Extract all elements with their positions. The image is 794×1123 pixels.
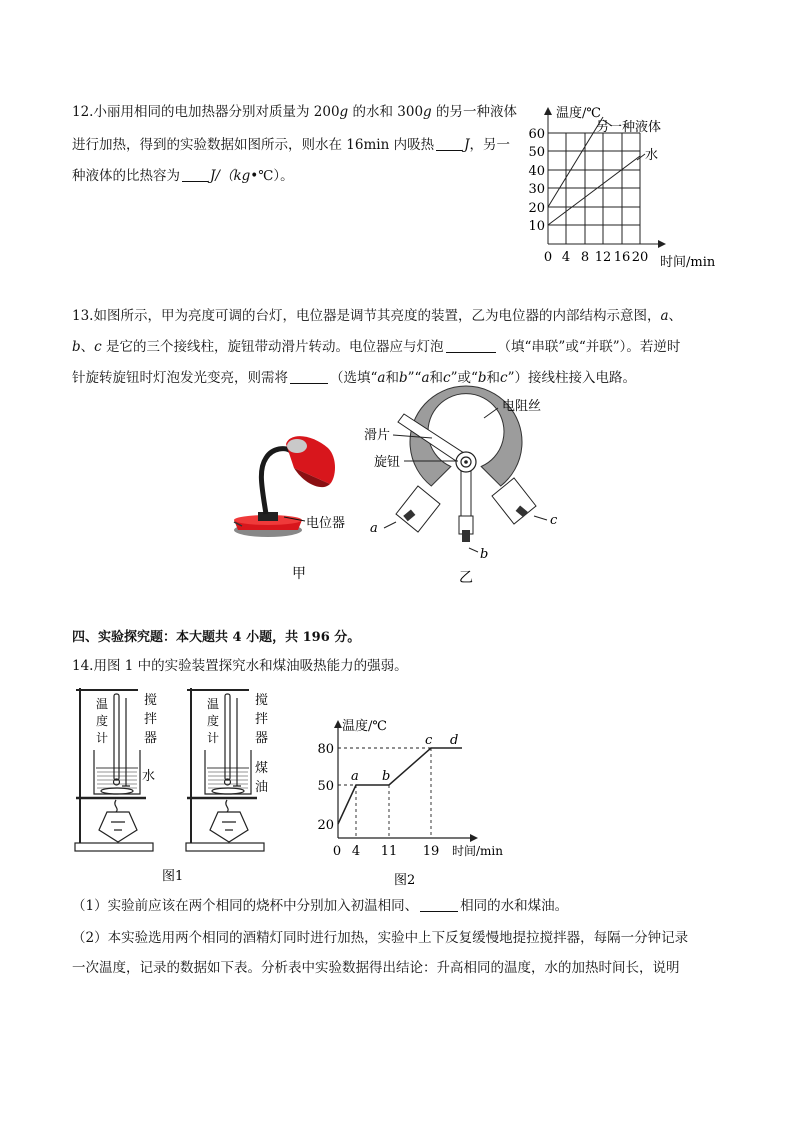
terminal-c: c: [94, 339, 102, 355]
q12-text: 12.小丽用相同的电加热器分别对质量为 200: [72, 104, 340, 120]
stirrer-char: 拌: [144, 712, 158, 727]
q13-text: 和: [385, 370, 399, 386]
stirrer-char: 拌: [255, 712, 269, 727]
unit-text: J/（: [210, 168, 234, 184]
stirrer-char: 搅: [255, 693, 269, 708]
thermometer-char: 度: [207, 714, 220, 728]
q13-text: （填“串联”或“并联”）。若逆时: [497, 339, 681, 355]
stirrer-char: 器: [255, 731, 269, 746]
option-letter: b: [477, 370, 487, 386]
option-letter: c: [443, 370, 451, 386]
option-letter: a: [377, 370, 386, 386]
point-label-d: d: [450, 733, 459, 748]
x-tick: 12: [594, 250, 612, 265]
unit-j: J: [464, 137, 470, 153]
option-letter: a: [421, 370, 430, 386]
terminal-b-label: b: [480, 547, 489, 562]
q13-text: ”）接线柱接入电路。: [507, 370, 636, 386]
terminal-c-label: c: [550, 513, 558, 528]
slider-label: 滑片: [364, 428, 391, 443]
figure-caption-1: 图1: [162, 869, 184, 884]
series-label-other-liquid: 另一种液体: [596, 120, 662, 135]
q13-text: ”“: [407, 370, 422, 386]
stirrer-char: 搅: [144, 693, 158, 708]
q12-text: 的水和 300: [348, 104, 424, 120]
water-label: 水: [142, 769, 156, 784]
figure-caption-yi: 乙: [459, 570, 473, 586]
series-label-water: 水: [645, 148, 659, 163]
q13-text: 针旋转旋钮时灯泡发光变亮，则需将: [72, 370, 288, 386]
y-axis-label: 温度/℃: [556, 106, 601, 121]
x-tick: 0: [543, 250, 553, 265]
q12-text: 进行加热，得到的实验数据如图所示，则水在 16min 内吸热: [72, 137, 435, 153]
q14-text: 相同的水和煤油。: [460, 898, 569, 914]
thermometer-char: 温: [207, 697, 220, 711]
y-tick: 50: [317, 779, 334, 794]
point-label-b: b: [382, 769, 391, 784]
option-letter: b: [398, 370, 408, 386]
q13-text: 、: [668, 308, 683, 324]
figure-caption-2: 图2: [394, 873, 416, 888]
y-tick: 20: [528, 201, 545, 216]
q14-part2-line2: 一次温度，记录的数据如下表。分析表中实验数据得出结论：升高相同的温度，水的加热时间长，说明: [72, 960, 680, 976]
x-tick: 11: [380, 844, 398, 859]
answer-blank[interactable]: [420, 897, 458, 912]
y-tick: 80: [317, 742, 334, 757]
q14-part2-line1: （2）本实验选用两个相同的酒精灯同时进行加热，实验中上下反复缓慢地提拉搅拌器，每隔一分钟记录: [72, 930, 689, 946]
q13-text: 和: [429, 370, 443, 386]
x-tick: 4: [561, 250, 571, 265]
thermometer-char: 度: [96, 714, 109, 728]
y-tick: 50: [528, 145, 545, 160]
y-tick: 40: [528, 164, 545, 179]
section-title: 四、实验探究题：本大题共 4 小题，共 196 分。: [72, 630, 361, 645]
q13-text: 和: [486, 370, 501, 386]
y-tick: 30: [528, 182, 545, 197]
x-tick: 16: [613, 250, 631, 265]
q13-text: ”或“: [450, 370, 478, 386]
terminal-a-label: a: [370, 521, 378, 536]
q12-text: 的另一种液体: [431, 104, 517, 120]
q14-part1: [72, 890, 568, 923]
x-tick: 4: [351, 844, 361, 859]
q13-text: （选填“: [330, 370, 378, 386]
q13-text: 、: [80, 339, 95, 355]
kerosene-char: 油: [255, 780, 269, 795]
thermometer-char: 温: [96, 697, 109, 711]
figure-caption-jia: 甲: [292, 566, 306, 582]
kerosene-char: 煤: [255, 761, 269, 776]
stirrer-char: 器: [144, 731, 158, 746]
q12-text: ，另一: [469, 137, 510, 153]
terminal-a: a: [660, 308, 669, 324]
q14-intro: 14.用图 1 中的实验装置探究水和煤油吸热能力的强弱。: [72, 658, 408, 674]
point-label-c: c: [425, 733, 433, 748]
apparatus-kerosene: [186, 688, 264, 851]
x-axis-label: 时间/min: [452, 844, 503, 858]
knob-label: 旋钮: [374, 455, 401, 470]
q12-text: 种液体的比热容为: [72, 168, 180, 184]
y-axis-label: 温度/℃: [342, 719, 387, 734]
resistance-wire-label: 电阻丝: [502, 399, 542, 414]
x-axis-label: 时间/min: [660, 255, 716, 270]
x-tick: 20: [631, 250, 649, 265]
y-tick: 10: [528, 219, 545, 234]
unit-kg: kg: [233, 168, 251, 184]
x-tick: 19: [422, 844, 440, 859]
q13-text: 13.如图所示，甲为亮度可调的台灯，电位器是调节其亮度的装置，乙为电位器的内部结构示意图，: [72, 308, 661, 324]
unit-text: •℃）。: [250, 168, 294, 184]
q13-text: 是它的三个接线柱，旋钮带动滑片转动。电位器应与灯泡: [101, 339, 444, 355]
y-tick: 60: [528, 127, 545, 142]
unit-g: g: [423, 104, 432, 120]
q14-text: （1）实验前应该在两个相同的烧杯中分别加入初温相同、: [72, 898, 419, 914]
potentiometer-label: 电位器: [306, 516, 346, 531]
x-tick: 0: [332, 844, 342, 859]
thermometer-char: 计: [96, 731, 109, 745]
terminal-b: b: [72, 339, 81, 355]
option-letter: c: [500, 370, 508, 386]
thermometer-char: 计: [207, 731, 220, 745]
y-tick: 20: [317, 818, 334, 833]
x-tick: 8: [580, 250, 590, 265]
point-label-a: a: [351, 769, 359, 784]
unit-g: g: [339, 104, 349, 120]
